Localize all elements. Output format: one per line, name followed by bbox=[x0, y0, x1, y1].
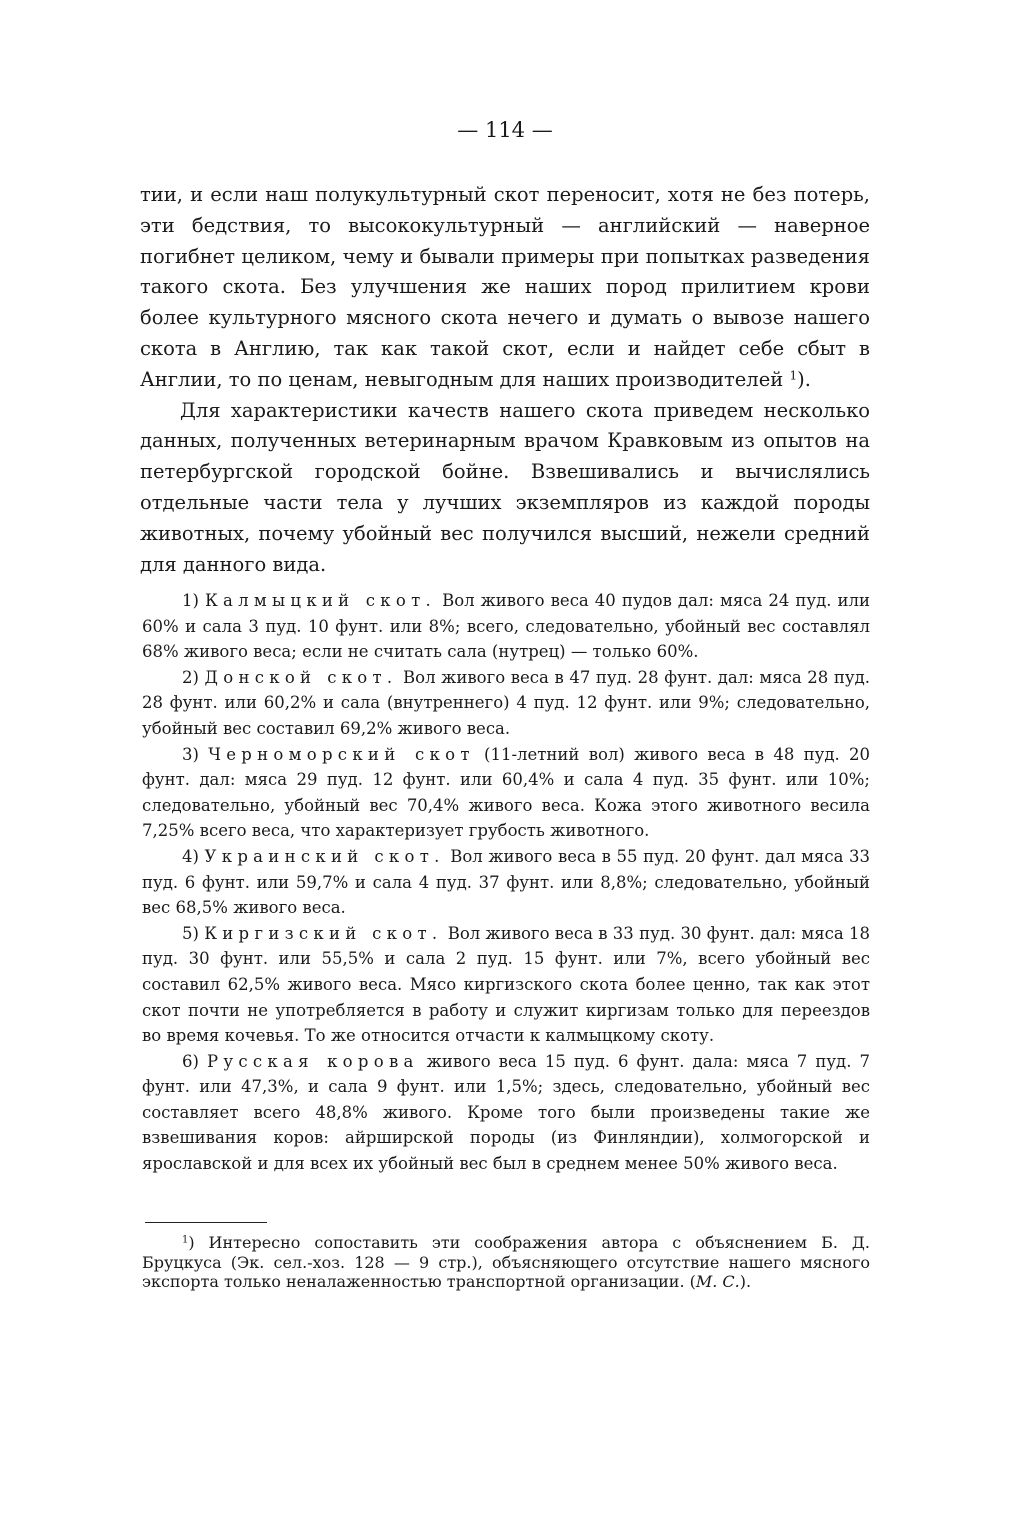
note-russian-cow: 6) Русская корова живого веса 15 пуд. 6 фунт. дала: мяса 7 пуд. 7 фунт. или 47,3%, и сала 9 фунт. или 1,5%; здесь, следовательно, убойный вес составляет всего 48,8% живого. Кроме того были произведены такие же взвешивания коров: айрширской породы (из Финляндии), холмогорской и ярославской и для всех их убойный вес был в среднем менее 50% живого веса. bbox=[142, 1051, 870, 1174]
footnote-initials: М. С. bbox=[695, 1272, 740, 1291]
page-number: — 114 — bbox=[457, 118, 553, 142]
paragraph-1-text: тии, и если наш полукультурный скот переносит, хотя не без потерь, эти бедствия, то высококультурный — английский — наверное погибнет целиком, чему и бывали примеры при попытках разведения такого скота. Без улучшения же наших пород прилитием крови более культурного мясного скота нечего и думать о вывозе нашего скота в Англию, так как такой скот, если и найдет себе сбыт в Англии, то по ценам, невыгодным для наших производителей bbox=[140, 183, 870, 391]
paragraph-1 bbox=[140, 180, 870, 396]
note-title: Украинский скот. bbox=[204, 846, 445, 866]
note-title: Донской скот. bbox=[204, 667, 398, 687]
footnote bbox=[142, 1233, 870, 1292]
paragraph-1-end: ). bbox=[797, 367, 811, 391]
note-ukrainian: 4) Украинский скот. Вол живого веса в 55 пуд. 20 фунт. дал мяса 33 пуд. 6 фунт. или 59,7% и сала 4 пуд. 37 фунт. или 8,8%; следовательно, убойный вес 68,5% живого веса. bbox=[142, 846, 871, 918]
footnote-divider bbox=[145, 1222, 267, 1223]
note-title: Русская корова bbox=[206, 1051, 419, 1071]
note-title: Киргизский скот. bbox=[204, 923, 443, 943]
note-kalmyk: 1) Калмыцкий скот. Вол живого веса 40 пудов дал: мяса 24 пуд. или 60% и сала 3 пуд. 10 фунт. или 8%; всего, следовательно, убойный вес составлял 68% живого веса; если не считать сала (нутрец) — только 60%. bbox=[142, 591, 870, 662]
note-don: 2) Донской скот. Вол живого веса в 47 пуд. 28 фунт. дал: мяса 28 пуд. 28 фунт. или 60,2% и сала (внутреннего) 4 пуд. 12 фунт. или 9%; следовательно, убойный вес составил 69,2% живого веса. bbox=[142, 667, 870, 738]
footnote-text: $^1$) Интересно сопоставить эти соображения автора с объяснением Б. Д. Бруцкуса (Эк. сел.-хоз. 128 — 9 стр.), объясняющего отсутствие нашего мясного экспорта только неналаженностью транспортной организации. (М. С.). bbox=[142, 1233, 870, 1291]
note-title: Калмыцкий скот. bbox=[204, 591, 437, 610]
paragraph-2: Для характеристики качеств нашего скота приведем несколько данных, полученных ветеринарным врачом Кравковым из опытов на петербургской городской бойне. Взвешивались и вычислялись отдельные части тела у лучших экземпляров из каждой породы животных, почему убойный вес получился высший, нежели средний для данного вида. bbox=[140, 398, 870, 576]
main-text bbox=[140, 180, 870, 580]
breed-notes bbox=[142, 588, 870, 1177]
note-title: Черноморский скот bbox=[208, 744, 475, 764]
note-kyrgyz: 5) Киргизский скот. Вол живого веса в 33 пуд. 30 фунт. дал: мяса 18 пуд. 30 фунт. или 55,5% и сала 2 пуд. 15 фунт. или 7%, всего убойный вес составил 62,5% живого веса. Мясо киргизского скота более ценно, так как этот скот почти не употребляется в работу и служит киргизам только для переездов во время кочевья. То же относится отчасти к калмыцкому скоту. bbox=[142, 923, 870, 1046]
footnote-ref: 1 bbox=[789, 368, 798, 383]
note-black-sea: 3) Черноморский скот (11-летний вол) живого веса в 48 пуд. 20 фунт. дал: мяса 29 пуд. 12 фунт. или 60,4% и сала 4 пуд. 35 фунт. или 10%; следовательно, убойный вес 70,4% живого веса. Кожа этого животного весила 7,25% всего веса, что характеризует грубость животного. bbox=[142, 744, 870, 841]
